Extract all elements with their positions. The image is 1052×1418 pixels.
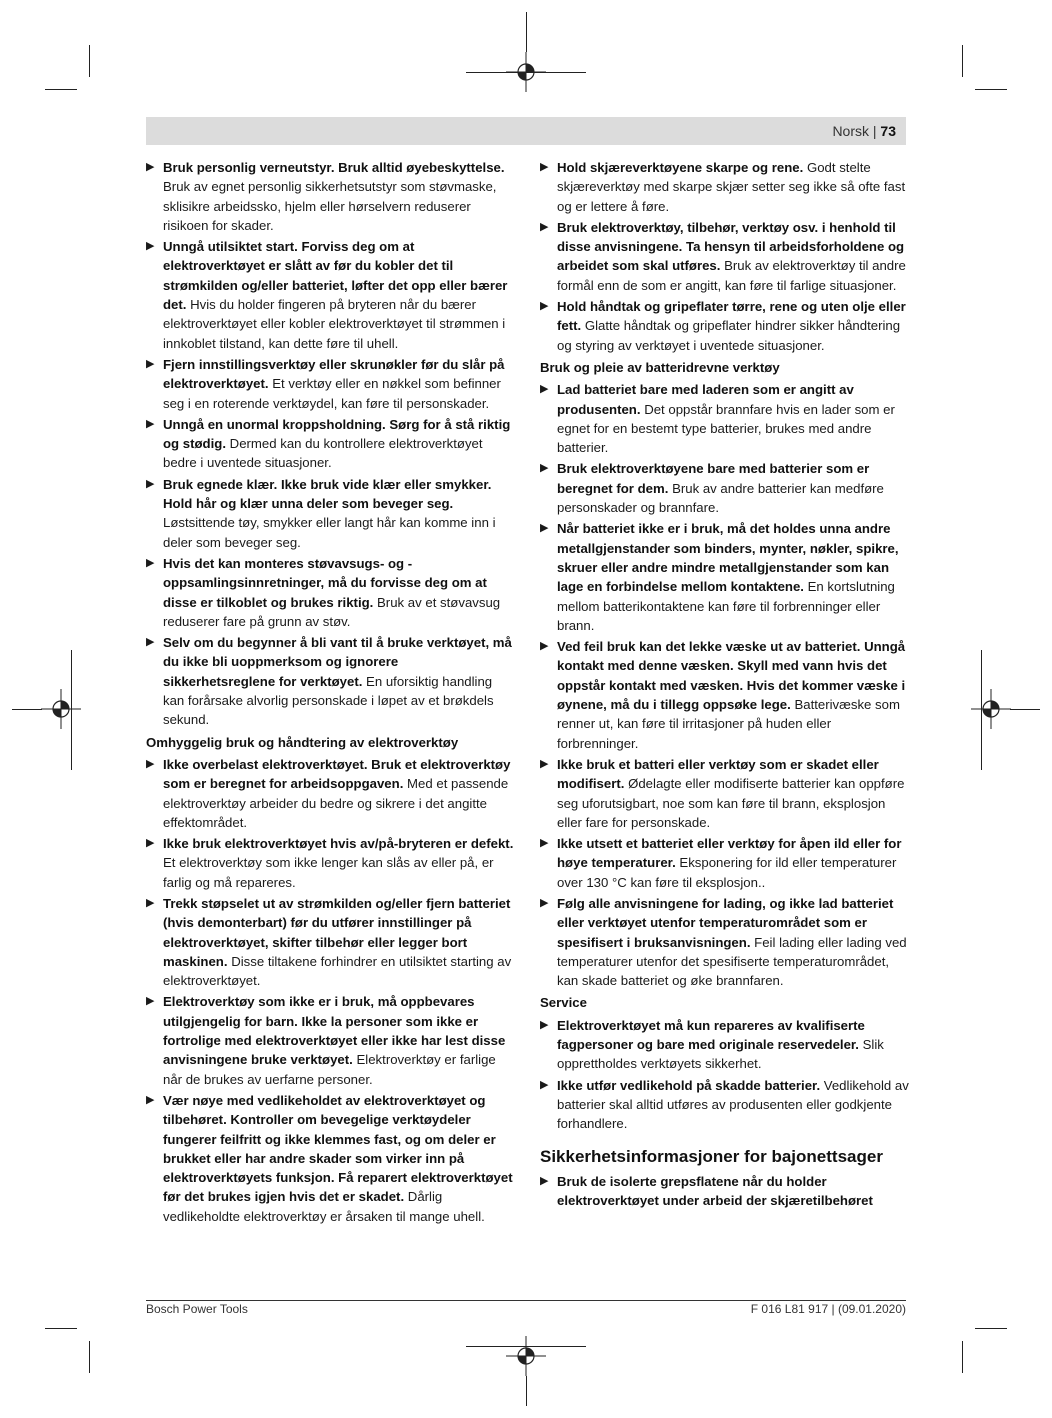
footer-brand: Bosch Power Tools: [146, 1302, 248, 1316]
bullet-body-text: Bruk av egnet personlig sikkerhetsutstyr som støvmaske, sklisikre arbeidssko, hjelm eller hørselvern reduserer risikoen for skader.: [163, 179, 497, 233]
crop-mark: [12, 709, 42, 710]
bullet-item: [540, 1016, 910, 1074]
bullet-body-text: En kortslutning mellom batterikontaktene kan føre til forbrenninger eller brann.: [557, 579, 895, 633]
crop-mark: [526, 12, 527, 52]
bullet-bold-text: Hvis det kan monteres støvavsugs- og -oppsamlingsinnretninger, må du forvisse deg om at disse er tilkoblet og brukes riktig.: [163, 555, 487, 610]
bullet-body-text: Dermed kan du kontrollere elektroverktøyet bedre i uventede situasjoner.: [163, 436, 483, 471]
bullet-triangle-icon: ▶: [146, 240, 155, 253]
bullet-bold-text: Elektroverktøyet må kun repareres av kvalifiserte fagpersoner og bare med originale reservedeler.: [557, 1017, 865, 1053]
bullet-body-text: Vedlikehold av batterier skal alltid utføres av produsenten eller godkjente forhandlere.: [557, 1077, 909, 1132]
bullet-item: [146, 894, 514, 990]
bullet-item: [540, 158, 910, 216]
right-items-c: [540, 1016, 910, 1134]
crop-mark: [466, 72, 586, 73]
right-column: [540, 158, 910, 1212]
crop-mark: [89, 1341, 90, 1373]
bullet-body-text: Løstsittende tøy, smykker eller langt hår kan komme inn i deler som beveger seg.: [163, 515, 496, 550]
bullet-body-text: Det oppstår brannfare hvis en lader som er egnet for en bestemt type batterier, brukes med andre batterier.: [557, 401, 895, 456]
bullet-bold-text: Bruk egnede klær. Ikke bruk vide klær eller smykker. Hold hår og klær unna deler som beveger seg.: [163, 476, 492, 512]
crop-mark: [526, 1376, 527, 1406]
bullet-item: [146, 158, 514, 235]
bullet-body-text: En uforsiktig handling kan forårsake alvorlig personskade i løpet av et brøkdels sekund.: [163, 673, 494, 728]
bullet-bold-text: Fjern innstillingsverktøy eller skrunøkler før du slår på elektroverktøyet.: [163, 356, 505, 392]
bullet-item: [146, 355, 514, 413]
bullet-item: [146, 1091, 514, 1226]
bullet-item: [146, 554, 514, 631]
bullet-item: [146, 755, 514, 832]
bullet-item: [146, 633, 514, 729]
bullet-triangle-icon: ▶: [540, 383, 549, 396]
bullet-item: [540, 1076, 910, 1134]
bullet-bold-text: Elektroverktøy som ikke er i bruk, må oppbevares utilgjengelig for barn. Ikke la personer som ikke er fortrolige med elektroverktøyet eller ikke har lest disse anvisningene bruke verktøyet.: [163, 994, 506, 1068]
bullet-body-text: Et elektroverktøy som ikke lenger kan slås av eller på, er farlig og må repareres.: [163, 855, 494, 890]
bullet-bold-text: Unngå utilsiktet start. Forviss deg om at elektroverktøyet er slått av før du kobler det til strømkilden og/eller batteriet, løfter det opp eller bærer det.: [163, 239, 508, 313]
bullet-body-text: Ødelagte eller modifiserte batterier kan oppføre seg uforutsigbart, noe som kan føre til brann, eksplosjon eller fare for personskade.: [557, 776, 905, 830]
page-number: 73: [880, 123, 896, 139]
section-heading-jigsaw: Sikkerhetsinformasjoner for bajonettsager: [540, 1146, 883, 1166]
bullet-bold-text: Vær nøye med vedlikeholdet av elektroverktøyet og tilbehøret. Kontroller om bevegelige verktøydeler fungerer feilfritt og ikke klemmes fast, og om deler er brukket eller har andre skader som virker inn på elektroverktøyets funksjon. Få reparert elektroverktøyet før det brukes igjen hvis det er skadet.: [163, 1092, 513, 1205]
page-header: [146, 117, 906, 145]
registration-mark-icon: [506, 1336, 546, 1376]
bullet-triangle-icon: ▶: [540, 300, 549, 313]
bullet-item: [146, 237, 514, 353]
right-items-b: [540, 380, 910, 990]
bullet-bold-text: Bruk de isolerte grepsflatene når du holder elektroverktøyet under arbeid der skjæretilbehøret: [557, 1173, 873, 1209]
left-column: [146, 158, 514, 1228]
right-items-a: [540, 158, 910, 355]
bullet-item: [540, 755, 910, 832]
bullet-triangle-icon: ▶: [540, 220, 549, 233]
header-separator: |: [872, 123, 877, 139]
crop-mark: [975, 1328, 1007, 1329]
crop-mark: [962, 1341, 963, 1373]
bullet-triangle-icon: ▶: [146, 757, 155, 770]
bullet-triangle-icon: ▶: [146, 636, 155, 649]
subheading-service: Service: [540, 995, 587, 1011]
crop-mark: [962, 45, 963, 77]
bullet-item: [146, 415, 514, 473]
bullet-item: [146, 834, 514, 892]
bullet-triangle-icon: ▶: [540, 1174, 549, 1187]
bullet-triangle-icon: ▶: [540, 161, 549, 173]
bullet-item: [540, 637, 910, 753]
bullet-triangle-icon: ▶: [146, 477, 155, 490]
bullet-body-text: Dårlig vedlikeholdte elektroverktøy er årsaken til mange uhell.: [163, 1189, 485, 1224]
bullet-body-text: Godt stelte skjæreverktøy med skarpe skjær setter seg ikke så ofte fast og er lettere å føre.: [557, 160, 906, 214]
bullet-triangle-icon: ▶: [146, 161, 155, 173]
bullet-item: [146, 475, 514, 552]
bullet-body-text: Glatte håndtak og gripeflater hindrer sikker håndtering og styring av verktøyet i uventede situasjoner.: [557, 318, 901, 353]
bullet-bold-text: Trekk støpselet ut av strømkilden og/eller fjern batteriet (hvis demonterbart) før du utfører innstillinger på elektroverktøyet, skifter tilbehør eller legger bort maskinen.: [163, 895, 511, 969]
bullet-triangle-icon: ▶: [540, 1078, 549, 1091]
bullet-triangle-icon: ▶: [540, 640, 549, 653]
bullet-bold-text: Ikke bruk elektroverktøyet hvis av/på-bryteren er defekt.: [163, 836, 514, 852]
bullet-triangle-icon: ▶: [540, 837, 549, 850]
bullet-body-text: Slik opprettholdes verktøyets sikkerhet.: [557, 1037, 884, 1072]
crop-mark: [975, 89, 1007, 90]
registration-mark-icon: [41, 689, 81, 729]
bullet-triangle-icon: ▶: [146, 837, 155, 850]
bullet-triangle-icon: ▶: [146, 556, 155, 569]
bullet-bold-text: Lad batteriet bare med laderen som er angitt av produsenten.: [557, 382, 854, 417]
bullet-item: [540, 894, 910, 990]
header-text: [832, 123, 896, 139]
bullet-item: [540, 1172, 910, 1211]
bullet-bold-text: Når batteriet ikke er i bruk, må det holdes unna andre metallgjenstander som binders, mynter, nøkler, spikre, skruer eller andre mindre metallgjenstander som kan lage en forbindelse mellom kontaktene.: [557, 521, 899, 595]
crop-mark: [89, 45, 90, 77]
bullet-body-text: Hvis du holder fingeren på bryteren når du bærer elektroverktøyet eller kobler elektroverktøyet til strømmen i innkoblet tilstand, kan dette føre til uhell.: [163, 297, 506, 351]
bullet-body-text: Feil lading eller lading ved temperaturer utenfor det spesifiserte temperaturområdet, kan skade batteriet og øke brannfaren.: [557, 934, 907, 989]
bullet-body-text: Med et passende elektroverktøy arbeider du bedre og sikrere i det angitte effektområdet.: [163, 776, 509, 830]
bullet-bold-text: Bruk elektroverktøy, tilbehør, verktøy osv. i henhold til disse anvisningene. Ta hensyn til arbeidsforholdene og arbeidet som skal utføres.: [557, 219, 905, 274]
bullet-body-text: Elektroverktøy er farlige når de brukes av uerfarne personer.: [163, 1052, 496, 1087]
bullet-bold-text: Følg alle anvisningene for lading, og ikke lad batteriet eller verktøyet utenfor temperaturområdet som er spesifisert i bruksanvisningen.: [557, 895, 894, 950]
bullet-bold-text: Ikke utsett et batteriet eller verktøy for åpen ild eller for høye temperaturer.: [557, 836, 902, 871]
crop-mark: [45, 1328, 77, 1329]
bullet-item: [540, 459, 910, 517]
bullet-triangle-icon: ▶: [146, 417, 155, 430]
bullet-body-text: Et verktøy eller en nøkkel som befinner seg i en roterende verktøydel, kan føre til personskader.: [163, 376, 501, 411]
footer-divider: [146, 1300, 906, 1301]
bullet-body-text: Disse tiltakene forhindrer en utilsiktet starting av elektroverktøyet.: [163, 953, 512, 989]
crop-mark: [71, 650, 72, 770]
bullet-body-text: Eksponering for ild eller temperaturer over 130 °C kan føre til eksplosjon..: [557, 855, 897, 890]
bullet-triangle-icon: ▶: [146, 896, 155, 909]
bullet-bold-text: Ikke overbelast elektroverktøyet. Bruk et elektroverktøy som er beregnet for arbeidsoppgaven.: [163, 756, 511, 792]
bullet-triangle-icon: ▶: [146, 995, 155, 1008]
bullet-bold-text: Ved feil bruk kan det lekke væske ut av batteriet. Unngå kontakt med denne væsken. Skyll med vann hvis det oppstår kontakt med væsken. Hvis det kommer væske i øynene, må du i tillegg oppsøke lege.: [557, 639, 906, 713]
bullet-triangle-icon: ▶: [540, 522, 549, 535]
subheading-battery: Bruk og pleie av batteridrevne verktøy: [540, 359, 780, 375]
bullet-triangle-icon: ▶: [146, 1093, 155, 1106]
left-items-b: [146, 755, 514, 1226]
bullet-bold-text: Bruk elektroverktøyene bare med batterier som er beregnet for dem.: [557, 461, 870, 496]
bullet-body-text: Bruk av elektroverktøy til andre formål enn de som er angitt, kan føre til farlige situasjoner.: [557, 258, 906, 293]
subheading-tool-use: Omhyggelig bruk og håndtering av elektroverktøy: [146, 734, 459, 750]
bullet-bold-text: Selv om du begynner å bli vant til å bruke verktøyet, må du ikke bli uoppmerksom og ignorere sikkerhetsreglene for verktøyet.: [163, 635, 512, 689]
right-items-d: [540, 1172, 910, 1211]
crop-mark: [466, 1346, 586, 1347]
bullet-item: [540, 834, 910, 892]
crop-mark: [45, 89, 77, 90]
bullet-item: [146, 992, 514, 1088]
bullet-item: [540, 519, 910, 635]
bullet-bold-text: Unngå en unormal kroppsholdning. Sørg for å stå riktig og stødig.: [163, 416, 511, 452]
bullet-triangle-icon: ▶: [540, 757, 549, 770]
crop-mark: [1010, 709, 1040, 710]
bullet-triangle-icon: ▶: [540, 462, 549, 475]
bullet-bold-text: Ikke bruk et batteri eller verktøy som er skadet eller modifisert.: [557, 756, 879, 792]
bullet-triangle-icon: ▶: [146, 357, 155, 370]
bullet-body-text: Batterivæske som renner ut, kan føre til irritasjoner på huden eller forbrenninger.: [557, 697, 900, 751]
bullet-bold-text: Bruk personlig verneutstyr. Bruk alltid øyebeskyttelse.: [163, 160, 505, 175]
bullet-bold-text: Hold håndtak og gripeflater tørre, rene og uten olje eller fett.: [557, 299, 906, 334]
bullet-body-text: Bruk av andre batterier kan medføre personskader og brannfare.: [557, 480, 884, 516]
left-items-a: [146, 158, 514, 730]
bullet-body-text: Bruk av et støvavsug reduserer fare på grunn av støv.: [163, 594, 501, 629]
bullet-bold-text: Hold skjæreverktøyene skarpe og rene.: [557, 160, 804, 175]
crop-mark: [981, 650, 982, 770]
footer-doc-id: F 016 L81 917 | (09.01.2020): [750, 1302, 906, 1316]
bullet-triangle-icon: ▶: [540, 1018, 549, 1031]
registration-mark-icon: [971, 689, 1011, 729]
bullet-bold-text: Ikke utfør vedlikehold på skadde batterier.: [557, 1077, 821, 1093]
bullet-item: [540, 218, 910, 295]
bullet-item: [540, 380, 910, 457]
header-language: Norsk: [832, 123, 869, 139]
bullet-item: [540, 297, 910, 355]
bullet-triangle-icon: ▶: [540, 896, 549, 909]
